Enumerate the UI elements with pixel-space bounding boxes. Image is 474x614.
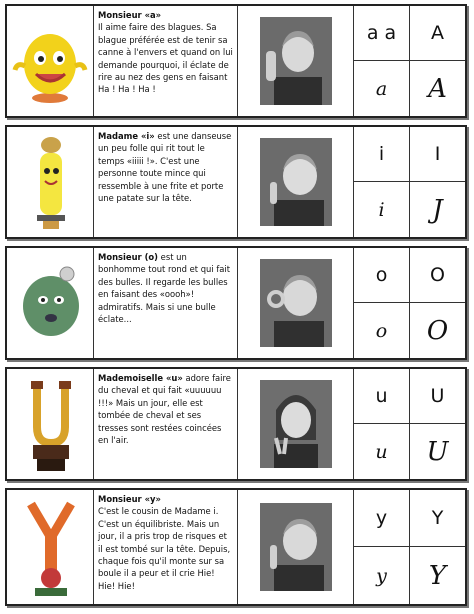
round-bubble-character-icon xyxy=(7,248,94,358)
description-text: est une danseuse un peu folle qui rit tout le temps «iiiii !». C'est une personne toute mince qui ressemble à une frite et porte une patate sur la tête. xyxy=(98,131,232,204)
uppercase-column-y xyxy=(410,490,465,604)
print-uppercase: Y xyxy=(410,490,465,547)
character-a xyxy=(7,6,94,116)
print-lowercase: u xyxy=(354,369,409,424)
card-u xyxy=(5,367,467,481)
character-o xyxy=(7,248,94,358)
print-uppercase: I xyxy=(410,127,465,182)
character-name: Mademoiselle «u» xyxy=(98,373,183,383)
print-uppercase: A xyxy=(410,6,465,61)
cursive-lowercase: o xyxy=(375,319,388,342)
description-text: est un bonhomme tout rond et qui fait des bulles. Il regarde les bulles en faisant des «oooh»! admiratifs. Mais si une bulle éclate... xyxy=(98,252,231,325)
character-name: Madame «i» xyxy=(98,131,155,141)
description-u xyxy=(94,369,238,479)
card-a xyxy=(5,4,467,118)
character-name: Monsieur (o) xyxy=(98,252,159,262)
rider-character-icon xyxy=(7,369,94,479)
cursive-uppercase: U xyxy=(426,436,449,467)
character-u xyxy=(7,369,94,479)
cursive-lowercase: y xyxy=(376,564,387,587)
cursive-lowercase: a xyxy=(375,77,388,100)
description-text: adore faire du cheval et qui fait «uuuuuu !!!» Mais un jour, elle est tombée de cheval et ses tresses sont restées coincées en l'air. xyxy=(98,373,231,446)
photo-cell-a xyxy=(238,6,354,116)
lowercase-column-y xyxy=(354,490,410,604)
description-text: Il aime faire des blagues. Sa blague préférée est de tenir sa canne à l'envers et quand on lui demande pourquoi, il éclate de rire au nez des gens en faisant Ha ! Ha ! Ha ! xyxy=(98,22,233,95)
print-uppercase: U xyxy=(410,369,465,424)
boy-making-circle-photo xyxy=(260,259,332,347)
description-text: C'est le cousin de Madame i. C'est un équilibriste. Mais un jour, il a pris trop de risques et il est tombé sur la tête. Depuis, chaque fois qu'il monte sur sa boule il a peur et il crie Hie! Hie! Hie! xyxy=(98,506,231,591)
description-a xyxy=(94,6,238,116)
cursive-uppercase: Y xyxy=(428,560,447,591)
card-i xyxy=(5,125,467,239)
smiling-blob-character-icon xyxy=(7,6,94,116)
photo-cell-u xyxy=(238,369,354,479)
lowercase-column-u xyxy=(354,369,410,479)
cursive-uppercase: A xyxy=(428,73,447,104)
description-o xyxy=(94,248,238,358)
character-name: Monsieur «a» xyxy=(98,10,162,20)
character-name: Monsieur «y» xyxy=(98,494,161,504)
cursive-lowercase: u xyxy=(375,440,388,463)
card-y xyxy=(5,488,467,606)
character-y xyxy=(7,490,94,604)
lowercase-column-i xyxy=(354,127,410,237)
uppercase-column-i xyxy=(410,127,465,237)
print-lowercase: o xyxy=(354,248,409,303)
lowercase-column-a xyxy=(354,6,410,116)
acrobat-character-icon xyxy=(7,490,94,604)
cursive-uppercase: O xyxy=(426,315,449,346)
cursive-uppercase: J xyxy=(432,194,443,225)
photo-cell-i xyxy=(238,127,354,237)
print-lowercase: y xyxy=(354,490,409,547)
boy-raising-hand-photo xyxy=(260,17,332,105)
character-i xyxy=(7,127,94,237)
description-y xyxy=(94,490,238,604)
boy-pointing-finger-photo xyxy=(260,138,332,226)
card-o xyxy=(5,246,467,360)
uppercase-column-a xyxy=(410,6,465,116)
cursive-lowercase: i xyxy=(378,198,385,221)
boy-pointing-up-photo xyxy=(260,503,332,591)
girl-two-fingers-photo xyxy=(260,380,332,468)
print-lowercase: i xyxy=(354,127,409,182)
description-i xyxy=(94,127,238,237)
print-lowercase: a a xyxy=(354,6,409,61)
print-uppercase: O xyxy=(410,248,465,303)
letter-cards-sheet xyxy=(5,4,469,608)
uppercase-column-o xyxy=(410,248,465,358)
photo-cell-o xyxy=(238,248,354,358)
fry-dancer-character-icon xyxy=(7,127,94,237)
uppercase-column-u xyxy=(410,369,465,479)
photo-cell-y xyxy=(238,490,354,604)
lowercase-column-o xyxy=(354,248,410,358)
